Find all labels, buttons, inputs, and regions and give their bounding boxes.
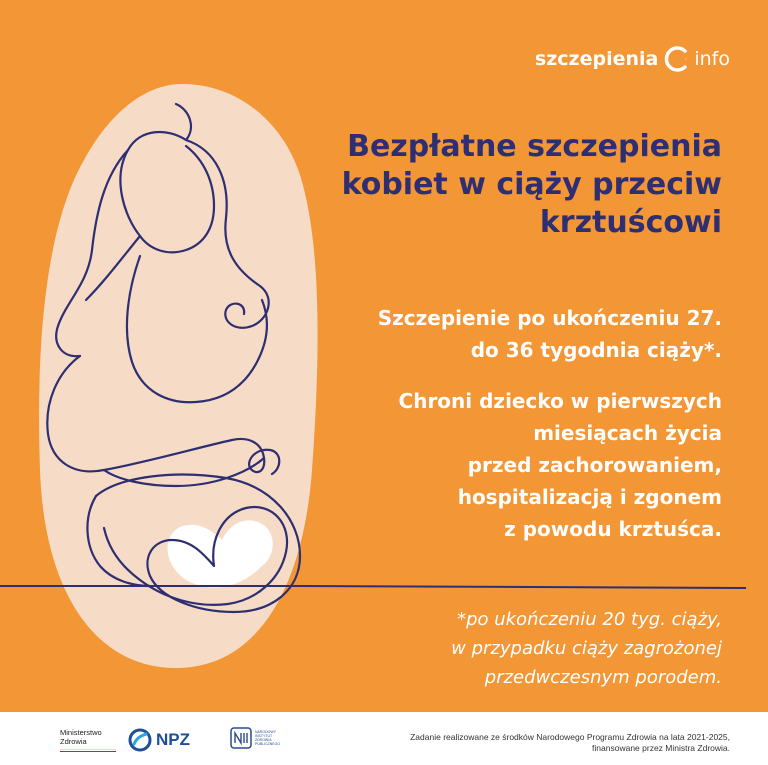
message2-line-5: z powodu krztuśca. [504,517,722,541]
funding-line-2: finansowane przez Ministra Zdrowia. [592,743,730,753]
brand-suffix: info [694,48,730,70]
footnote-line-3: przedwczesnym porodem. [484,667,722,688]
npz-logo [128,728,190,752]
nio-line-1: NARODOWY [255,729,276,734]
funding-note [410,732,730,754]
message2-line-2: miesiącach życia [533,421,722,445]
footnote-line-1: *po ukończeniu 20 tyg. ciąży, [457,609,722,630]
nio-line-3: ZDROWIA [255,738,272,742]
headline [302,128,722,242]
ministry-line-2: Zdrowia [60,737,87,746]
headline-line-1: Bezpłatne szczepienia [347,129,722,164]
oval-background [39,84,317,668]
footer-bar [0,712,768,765]
footnote-line-2: w przypadku ciąży zagrożonej [451,638,722,659]
brand-c-icon [664,46,690,72]
vaccination-window-text [322,302,722,366]
npz-logo-icon [128,728,152,752]
headline-line-3: krztuścowi [539,205,722,240]
nio-line-4: PUBLICZNEGO [255,742,281,747]
message1-line-2: do 36 tygodnia ciąży*. [470,338,722,362]
headline-line-2: kobiet w ciąży przeciw [341,167,722,202]
message2-line-4: hospitalizacją i zgonem [457,485,722,509]
message2-line-3: przed zachorowaniem, [467,453,722,477]
poland-flag-stripe [60,749,116,752]
message2-line-1: Chroni dziecko w pierwszych [398,389,722,413]
ministry-line-1: Ministerstwo [60,728,102,737]
brand-logo [535,46,730,72]
brand-word: szczepienia [534,48,659,70]
footnote-text [322,605,722,692]
npz-label: NPZ [156,730,190,749]
nio-logo [230,727,303,749]
nio-logo-icon [230,727,252,749]
message1-line-1: Szczepienie po ukończeniu 27. [377,306,722,330]
nio-line-2: INSTYTUT [255,733,273,738]
ministry-logo [60,728,116,752]
funding-line-1: Zadanie realizowane ze środków Narodowego Programu Zdrowia na lata 2021-2025, [410,732,730,742]
protection-text [322,385,722,545]
nio-label [255,730,303,747]
